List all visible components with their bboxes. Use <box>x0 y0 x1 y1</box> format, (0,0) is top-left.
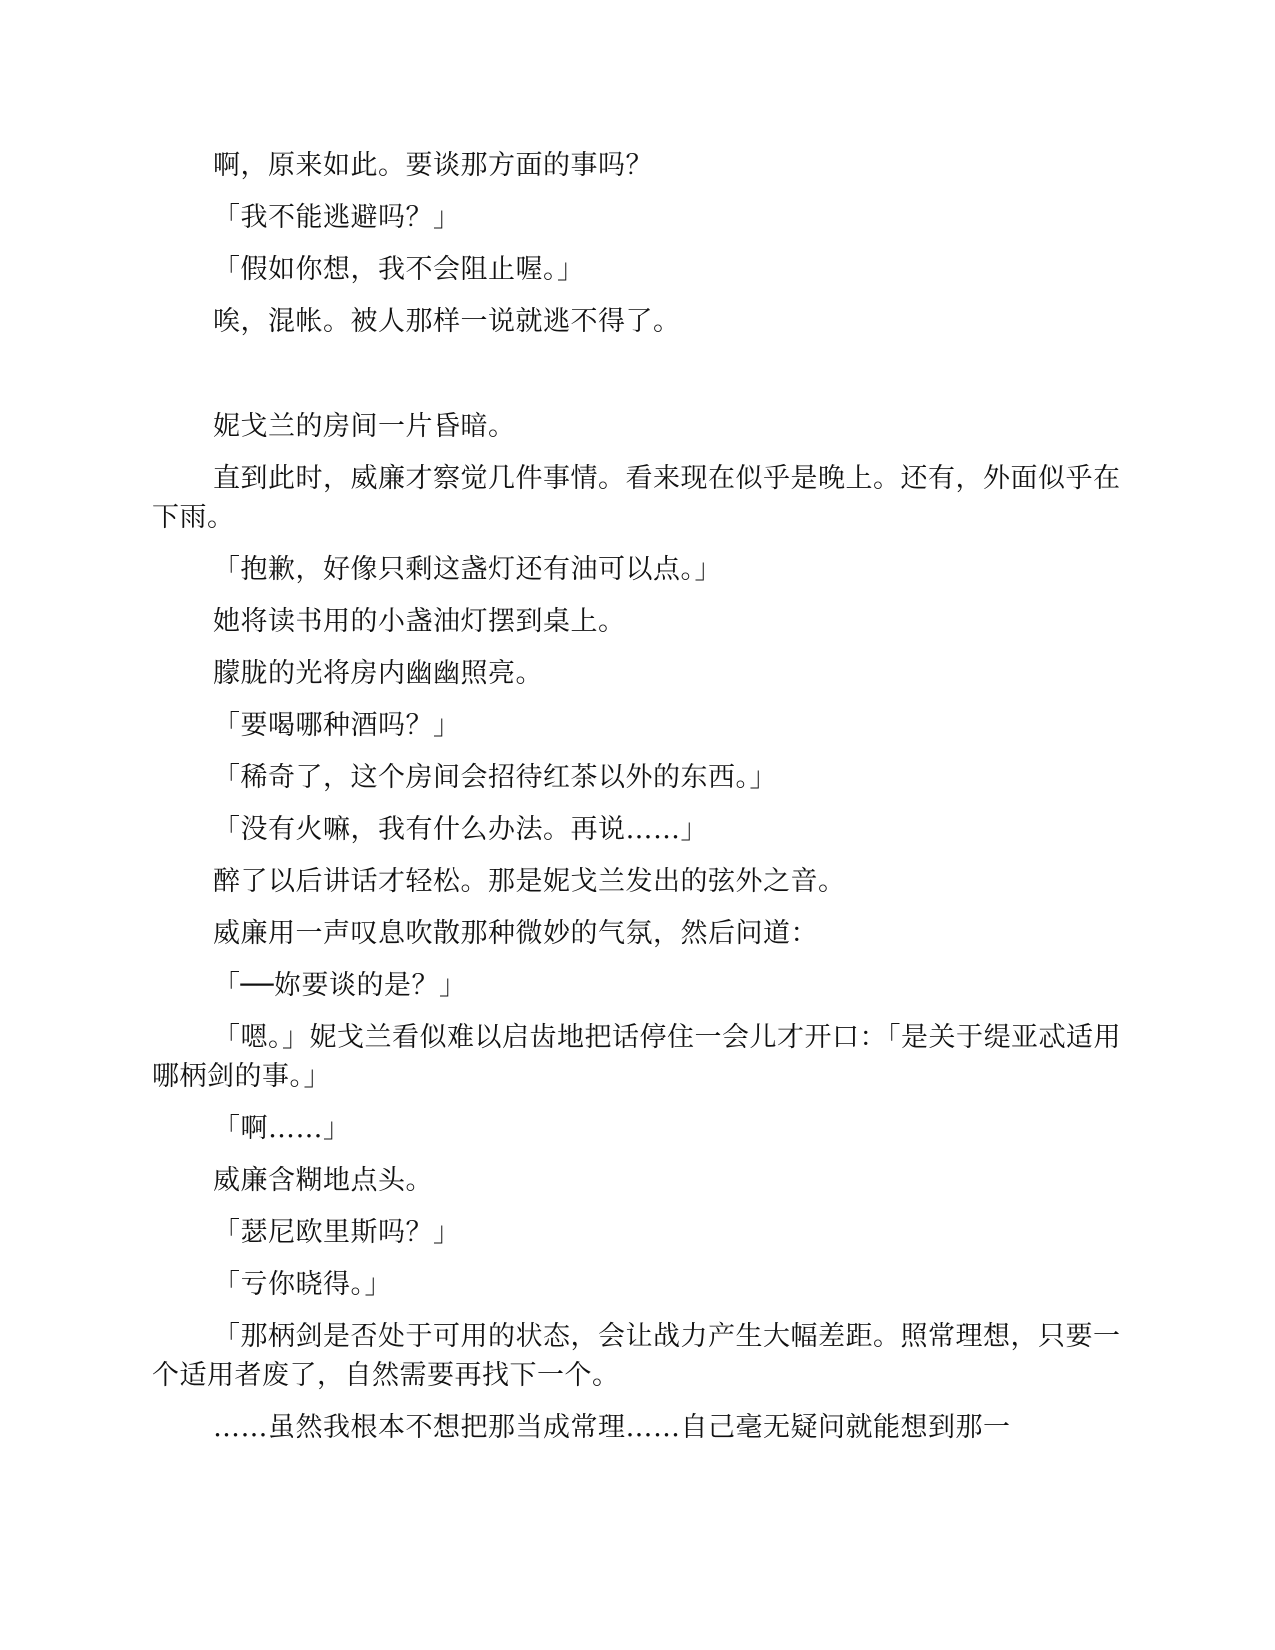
paragraph: 「我不能逃避吗？」 <box>213 202 461 233</box>
paragraph: 「假如你想，我不会阻止喔。」 <box>213 254 585 285</box>
paragraph: 「亏你晓得。」 <box>213 1269 392 1300</box>
text-body <box>152 146 1124 1460</box>
paragraph: 「没有火嘛，我有什么办法。再说……」 <box>213 814 708 845</box>
paragraph: 「──妳要谈的是？」 <box>213 970 467 1001</box>
paragraph: 「稀奇了，这个房间会招待红茶以外的东西。」 <box>213 762 777 793</box>
paragraph: 唉，混帐。被人那样一说就逃不得了。 <box>213 306 681 337</box>
section-break <box>152 354 1124 407</box>
paragraph: ……虽然我根本不想把那当成常理……自己毫无疑问就能想到那一 <box>213 1412 1011 1443</box>
paragraph: 啊，原来如此。要谈那方面的事吗？ <box>213 150 653 181</box>
paragraph: 她将读书用的小盏油灯摆到桌上。 <box>213 606 626 637</box>
paragraph: 直到此时，威廉才察觉几件事情。看来现在似乎是晚上。还有，外面似乎在下雨。 <box>152 463 1121 533</box>
paragraph: 「那柄剑是否处于可用的状态，会让战力产生大幅差距。照常理想，只要一个适用者废了，自然需要再找下一个。 <box>152 1321 1121 1391</box>
paragraph: 朦胧的光将房内幽幽照亮。 <box>213 658 543 689</box>
paragraph: 「瑟尼欧里斯吗？」 <box>213 1217 461 1248</box>
paragraph: 威廉用一声叹息吹散那种微妙的气氛，然后问道： <box>213 918 818 949</box>
paragraph: 威廉含糊地点头。 <box>213 1165 433 1196</box>
paragraph: 妮戈兰的房间一片昏暗。 <box>213 411 516 442</box>
paragraph: 「嗯。」妮戈兰看似难以启齿地把话停住一会儿才开口：「是关于缇亚忒适用哪柄剑的事。」 <box>152 1022 1121 1092</box>
paragraph: 「要喝哪种酒吗？」 <box>213 710 461 741</box>
paragraph: 「啊……」 <box>213 1113 351 1144</box>
paragraph: 「抱歉，好像只剩这盏灯还有油可以点。」 <box>213 554 722 585</box>
paragraph: 醉了以后讲话才轻松。那是妮戈兰发出的弦外之音。 <box>213 866 846 897</box>
